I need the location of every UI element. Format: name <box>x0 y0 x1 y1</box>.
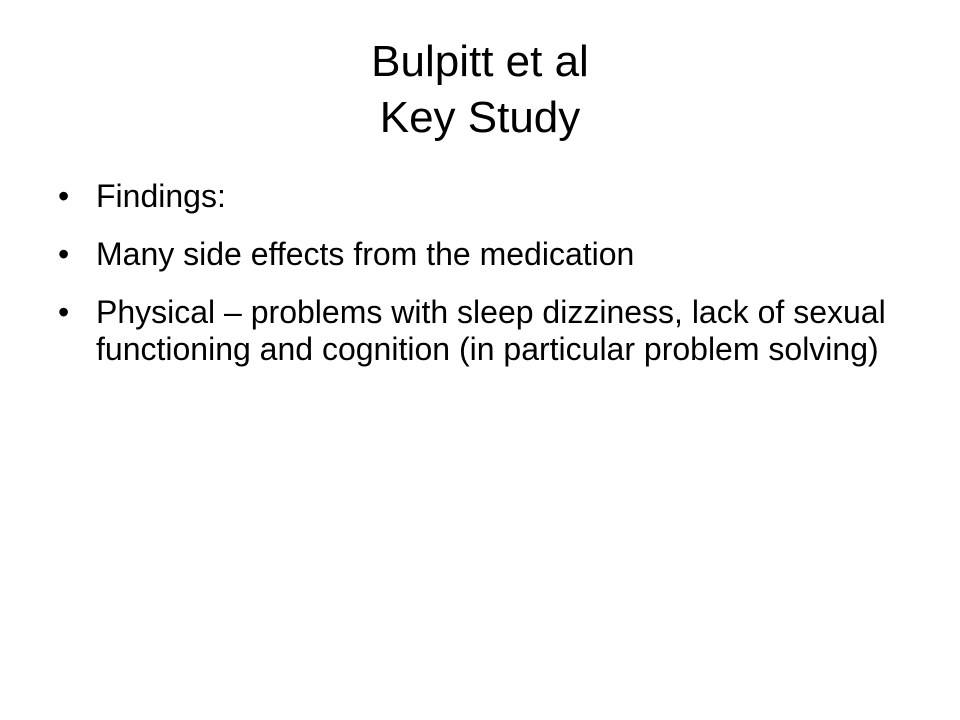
bullet-item <box>58 294 918 368</box>
bullet-item <box>58 236 918 273</box>
bullet-text: Many side effects from the medication <box>96 236 635 272</box>
bullet-item <box>58 178 918 215</box>
bullet-text: Findings: <box>96 178 226 214</box>
bullet-icon: • <box>58 236 70 272</box>
slide-title <box>0 34 960 146</box>
bullet-list <box>58 178 918 389</box>
bullet-text: Physical – problems with sleep dizziness, lack of sexual functioning and cognition (in particular problem solving) <box>96 294 886 367</box>
title-line-2: Key Study <box>379 93 581 142</box>
bullet-icon: • <box>58 178 70 214</box>
title-line-1: Bulpitt et al <box>371 37 589 86</box>
bullet-icon: • <box>58 294 70 330</box>
